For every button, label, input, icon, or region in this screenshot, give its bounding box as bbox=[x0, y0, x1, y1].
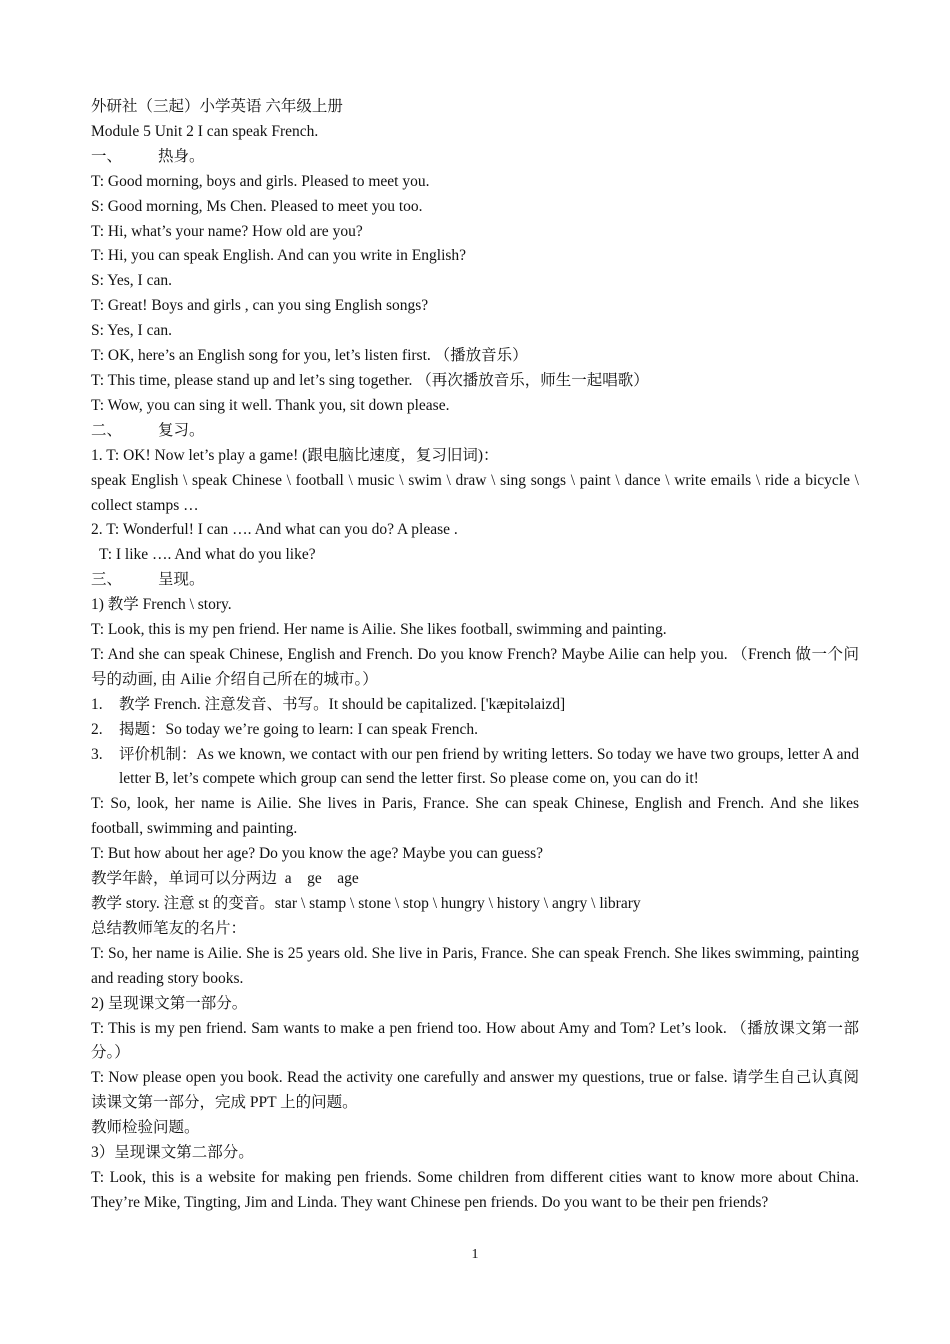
teaching-note: 教学年龄，单词可以分两边 a ge age bbox=[91, 870, 359, 888]
item-number: 2. bbox=[91, 720, 103, 738]
dialogue-line: 1. T: OK! Now let’s play a game! (跟电脑比速度，复习旧词)： bbox=[91, 446, 499, 464]
section-heading-review bbox=[91, 419, 859, 444]
item-number: 1. bbox=[91, 695, 103, 713]
dialogue-line: T: Wow, you can sing it well. Thank you, sit down please. bbox=[91, 396, 450, 414]
dialogue-line: T: Look, this is my pen friend. Her name is Ailie. She likes football, swimming and painting. bbox=[91, 621, 667, 639]
document-title: 外研社（三起）小学英语 六年级上册 bbox=[91, 98, 343, 115]
dialogue-line: S: Good morning, Ms Chen. Pleased to meet you too. bbox=[91, 197, 423, 215]
teaching-note: 教学 story. 注意 st 的变音。star \ stamp \ stone \ stop \ hungry \ history \ angry \ library bbox=[91, 895, 641, 912]
dialogue-line: T: Great! Boys and girls , can you sing English songs? bbox=[91, 297, 429, 315]
item-text: 评价机制：As we known, we contact with our pen friend by writing letters. So today we have two groups, letter A and letter B, let’s compete which group can send the letter first. So please come on, you can do it! bbox=[119, 745, 859, 788]
dialogue-line: T: I like …. And what do you like? bbox=[99, 546, 316, 564]
vocabulary-paragraph: speak English \ speak Chinese \ football \ music \ swim \ draw \ sing songs \ paint \ dance \ write emails \ ride a bicycle \ collect stamps … bbox=[91, 471, 859, 514]
page-number: 1 bbox=[471, 1247, 479, 1262]
document-page bbox=[91, 95, 859, 1216]
dialogue-paragraph: T: So, look, her name is Ailie. She lives in Paris, France. She can speak Chinese, English and French. And she likes football, swimming and painting. bbox=[91, 795, 859, 838]
item-number: 3. bbox=[91, 745, 103, 763]
numbered-item bbox=[91, 693, 859, 718]
section-number: 一、 bbox=[91, 147, 123, 165]
numbered-item bbox=[91, 743, 859, 793]
teaching-note: 教师检验问题。 bbox=[91, 1119, 200, 1137]
numbered-item bbox=[91, 718, 859, 743]
section-title: 热身。 bbox=[158, 147, 205, 165]
dialogue-line: S: Yes, I can. bbox=[91, 322, 172, 340]
subsection-heading: 1) 教学 French \ story. bbox=[91, 596, 232, 614]
dialogue-paragraph: T: So, her name is Ailie. She is 25 years old. She live in Paris, France. She can speak French. She likes swimming, painting and reading story books. bbox=[91, 944, 859, 987]
dialogue-line: T: Hi, you can speak English. And can you write in English? bbox=[91, 247, 467, 265]
subsection-heading: 2) 呈现课文第一部分。 bbox=[91, 994, 248, 1012]
dialogue-line: T: This time, please stand up and let’s sing together. （再次播放音乐，师生一起唱歌） bbox=[91, 371, 649, 389]
section-number: 三、 bbox=[91, 571, 123, 589]
dialogue-line: S: Yes, I can. bbox=[91, 272, 172, 290]
dialogue-paragraph: T: This is my pen friend. Sam wants to make a pen friend too. How about Amy and Tom? Let’s look. （播放课文第一部分。） bbox=[91, 1019, 859, 1062]
dialogue-line: T: But how about her age? Do you know the age? Maybe you can guess? bbox=[91, 845, 544, 863]
dialogue-paragraph: T: And she can speak Chinese, English and French. Do you know French? Maybe Ailie can help you. （French 做一个问号的动画, 由 Ailie 介绍自己所在的城市。） bbox=[91, 645, 859, 688]
item-text: 揭题：So today we’re going to learn: I can speak French. bbox=[119, 720, 478, 738]
dialogue-paragraph: T: Look, this is a website for making pen friends. Some children from different cities want to know more about China. They’re Mike, Tingting, Jim and Linda. They want Chinese pen friends. Do you want to be their pen friends? bbox=[91, 1168, 859, 1211]
dialogue-line: T: Hi, what’s your name? How old are you? bbox=[91, 222, 363, 240]
dialogue-line: T: Good morning, boys and girls. Pleased to meet you. bbox=[91, 172, 430, 190]
section-title: 复习。 bbox=[158, 421, 205, 439]
dialogue-line: T: OK, here’s an English song for you, let’s listen first. （播放音乐） bbox=[91, 347, 528, 365]
item-text: 教学 French. 注意发音、书写。It should be capitalized. ['kæpitəlaizd] bbox=[119, 695, 566, 713]
dialogue-paragraph: T: Now please open you book. Read the activity one carefully and answer my questions, true or false. 请学生自己认真阅读课文第一部分，完成 PPT 上的问题。 bbox=[91, 1069, 859, 1112]
section-heading-warmup bbox=[91, 145, 859, 170]
section-title: 呈现。 bbox=[158, 571, 205, 589]
section-number: 二、 bbox=[91, 421, 123, 439]
document-subtitle: Module 5 Unit 2 I can speak French. bbox=[91, 122, 319, 140]
dialogue-line: 2. T: Wonderful! I can …. And what can you do? A please . bbox=[91, 521, 458, 539]
teaching-note: 总结教师笔友的名片： bbox=[91, 919, 247, 937]
subsection-heading: 3）呈现课文第二部分。 bbox=[91, 1144, 254, 1162]
section-heading-presentation bbox=[91, 568, 859, 593]
